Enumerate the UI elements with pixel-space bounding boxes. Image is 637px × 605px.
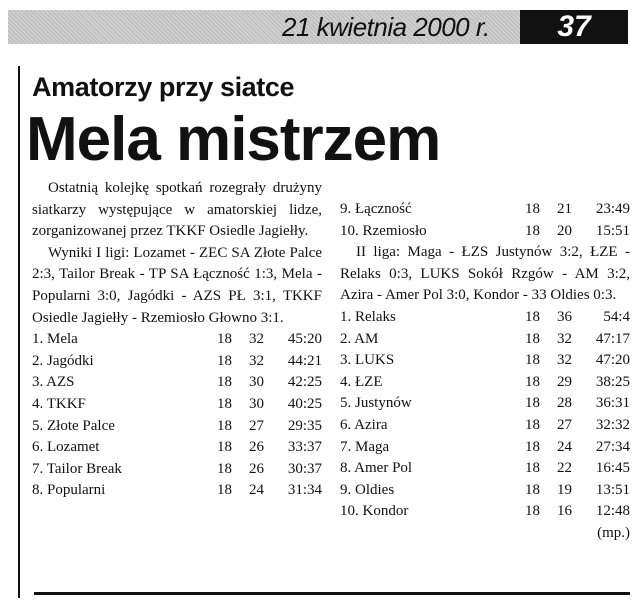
table-row	[32, 459, 322, 481]
games-played: 18	[217, 417, 232, 434]
table-row	[340, 372, 630, 394]
bottom-rule	[34, 592, 630, 595]
points: 36	[557, 308, 572, 325]
league2-results: II liga: Maga - ŁZS Justynów 3:2, ŁZE - Relaks 0:3, LUKS Sokół Rzgów - AM 3:2, Azira - Amer Pol 3:0, Kondor - 33 Oldies 0:3.	[340, 244, 630, 304]
points: 30	[249, 395, 264, 412]
games-played: 18	[217, 395, 232, 412]
set-ratio: 31:34	[287, 482, 322, 499]
set-ratio: 33:37	[287, 439, 322, 456]
games-played: 18	[217, 439, 232, 456]
set-ratio: 16:45	[595, 460, 630, 477]
team-name: 2. Jagódki	[32, 352, 94, 369]
points: 16	[557, 503, 572, 520]
page-number: 37	[520, 10, 628, 44]
league2-table	[340, 307, 630, 523]
set-ratio: 32:32	[595, 416, 630, 433]
league1-results: Wyniki I ligi: Lozamet - ZEC SA Złote Palce 2:3, Tailor Break - TP SA Łączność 1:3, Mela - Popularni 3:0, Jagódki - AZS PŁ 3:1, TKKF Osiedle Jagiełły - Rzemiosło Głowno 3:1.	[32, 244, 322, 326]
table-row	[32, 437, 322, 459]
team-name: 10. Rzemiosło	[340, 222, 427, 239]
games-played: 18	[525, 503, 540, 520]
table-row	[340, 437, 630, 459]
table-row	[32, 351, 322, 373]
set-ratio: 27:34	[595, 438, 630, 455]
table-row	[340, 415, 630, 437]
set-ratio: 38:25	[595, 373, 630, 390]
team-name: 7. Tailor Break	[32, 460, 122, 477]
games-played: 18	[217, 374, 232, 391]
games-played: 18	[525, 352, 540, 369]
table-row	[340, 221, 630, 243]
set-ratio: 47:20	[595, 352, 630, 369]
points: 27	[249, 417, 264, 434]
table-row	[32, 480, 322, 502]
league1-table-part2	[340, 199, 630, 242]
points: 30	[249, 374, 264, 391]
points: 27	[557, 416, 572, 433]
games-played: 18	[525, 308, 540, 325]
table-row	[340, 329, 630, 351]
games-played: 18	[525, 201, 540, 217]
column-rule	[18, 66, 20, 598]
points: 19	[557, 481, 572, 498]
points: 22	[557, 460, 572, 477]
games-played: 18	[525, 460, 540, 477]
team-name: 8. Amer Pol	[340, 460, 413, 477]
games-played: 18	[525, 222, 540, 239]
team-name: 2. AM	[340, 330, 379, 347]
games-played: 18	[217, 460, 232, 477]
team-name: 4. TKKF	[32, 395, 86, 412]
team-name: 8. Popularni	[32, 482, 106, 499]
team-name: 9. Łączność	[340, 201, 412, 217]
team-name: 6. Lozamet	[32, 439, 100, 456]
games-played: 18	[217, 352, 232, 369]
table-row	[340, 307, 630, 329]
table-row	[32, 416, 322, 438]
points: 32	[249, 352, 264, 369]
team-name: 1. Relaks	[340, 308, 396, 325]
article-column-right	[340, 199, 630, 545]
set-ratio: 54:4	[603, 308, 630, 325]
table-row	[340, 199, 630, 221]
kicker: Amatorzy przy siatce	[32, 72, 295, 102]
games-played: 18	[525, 481, 540, 498]
points: 32	[557, 352, 572, 369]
table-row	[32, 372, 322, 394]
team-name: 10. Kondor	[340, 503, 409, 520]
games-played: 18	[217, 482, 232, 499]
set-ratio: 44:21	[287, 352, 322, 369]
set-ratio: 40:25	[287, 395, 322, 412]
article-column-left	[32, 178, 322, 502]
points: 32	[249, 331, 264, 348]
games-played: 18	[525, 416, 540, 433]
table-row	[340, 501, 630, 523]
set-ratio: 15:51	[595, 222, 630, 239]
team-name: 7. Maga	[340, 438, 390, 455]
table-row	[32, 394, 322, 416]
games-played: 18	[217, 331, 232, 348]
set-ratio: 13:51	[595, 481, 630, 498]
games-played: 18	[525, 395, 540, 412]
table-row	[340, 458, 630, 480]
author-signature: (mp.)	[597, 524, 630, 541]
team-name: 5. Złote Palce	[32, 417, 115, 434]
team-name: 1. Mela	[32, 331, 78, 348]
set-ratio: 42:25	[287, 374, 322, 391]
set-ratio: 23:49	[595, 201, 630, 217]
table-row	[340, 393, 630, 415]
table-row	[340, 480, 630, 502]
league1-table-part1	[32, 329, 322, 502]
table-row	[32, 329, 322, 351]
points: 28	[557, 395, 572, 412]
team-name: 5. Justynów	[340, 395, 412, 412]
set-ratio: 12:48	[595, 503, 630, 520]
points: 26	[249, 439, 264, 456]
team-name: 9. Oldies	[340, 481, 395, 498]
intro-paragraph: Ostatnią kolejkę spotkań rozegrały drużyny siatkarzy występujące w amatorskiej lidze, zorganizowanej przez TKKF Osiedle Jagiełły.	[32, 180, 322, 240]
points: 21	[557, 201, 572, 217]
issue-date: 21 kwietnia 2000 r.	[282, 12, 490, 42]
set-ratio: 45:20	[287, 331, 322, 348]
set-ratio: 30:37	[287, 460, 322, 477]
set-ratio: 36:31	[595, 395, 630, 412]
points: 20	[557, 222, 572, 239]
games-played: 18	[525, 438, 540, 455]
team-name: 3. AZS	[32, 374, 75, 391]
points: 24	[557, 438, 572, 455]
set-ratio: 47:17	[595, 330, 630, 347]
games-played: 18	[525, 373, 540, 390]
points: 29	[557, 373, 572, 390]
points: 32	[557, 330, 572, 347]
headline: Mela mistrzem	[26, 105, 441, 174]
team-name: 4. ŁZE	[340, 373, 383, 390]
games-played: 18	[525, 330, 540, 347]
points: 24	[249, 482, 264, 499]
team-name: 6. Azira	[340, 416, 388, 433]
team-name: 3. LUKS	[340, 352, 395, 369]
set-ratio: 29:35	[287, 417, 322, 434]
points: 26	[249, 460, 264, 477]
table-row	[340, 350, 630, 372]
